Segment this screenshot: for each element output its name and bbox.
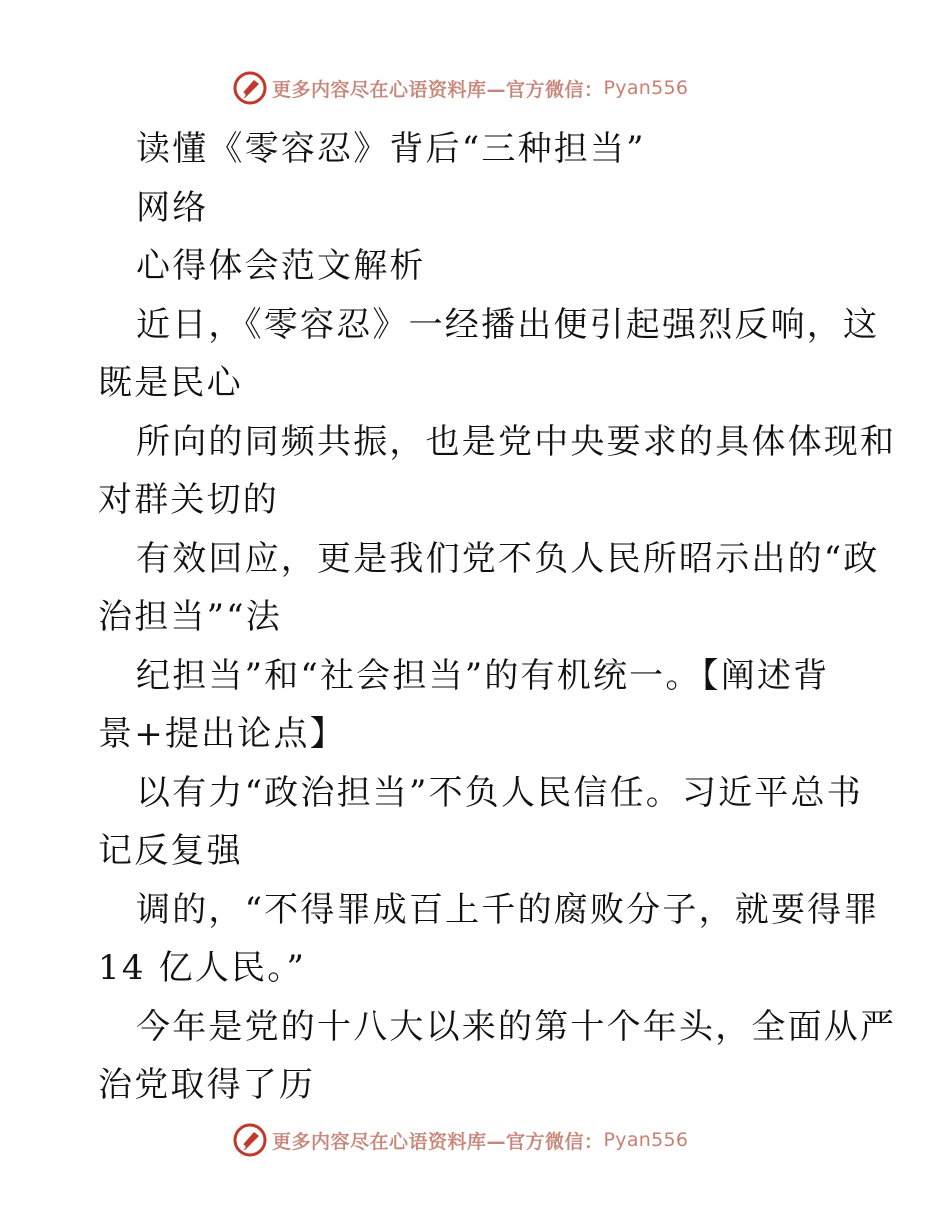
text-line: 既是民心: [98, 363, 243, 403]
pen-nib-circle-icon: [232, 70, 268, 106]
text-line: 近日，《零容忍》一经播出便引起强烈反响，这: [136, 304, 880, 345]
text-line: 以有力“政治担当”不负人民信任。习近平总书: [136, 772, 863, 813]
text-line: 治担当”“法: [98, 597, 282, 637]
text-line: 14 亿人民。”: [98, 948, 307, 988]
text-line: 对群关切的: [98, 480, 279, 520]
pen-nib-circle-icon: [232, 1122, 268, 1158]
watermark-text: 更多内容尽在心语资料库—官方微信：: [272, 78, 604, 101]
text-line: 有效回应，更是我们党不负人民所昭示出的“政: [136, 538, 880, 579]
text-line: 调的，“不得罪成百上千的腐败分子，就要得罪: [136, 889, 880, 930]
watermark-text: 更多内容尽在心语资料库—官方微信：: [272, 1130, 604, 1153]
watermark-wechat-id: Pyan556: [603, 1129, 689, 1151]
text-line: 所向的同频共振，也是党中央要求的具体体现和: [136, 421, 897, 462]
text-line: 今年是党的十八大以来的第十个年头，全面从严: [136, 1006, 897, 1047]
text-line: 纪担当”和“社会担当”的有机统一。【阐述背: [136, 655, 830, 696]
source-line: 网络: [136, 187, 209, 228]
category-line: 心得体会范文解析: [136, 246, 426, 286]
document-body: [98, 120, 897, 1115]
header-watermark: [232, 68, 732, 108]
watermark-wechat-id: Pyan556: [603, 77, 689, 99]
text-line: 景+提出论点】: [98, 714, 346, 754]
title-line: 读懂《零容忍》背后“三种担当”: [136, 129, 646, 169]
text-line: 治党取得了历: [98, 1065, 316, 1105]
text-line: 记反复强: [98, 831, 243, 871]
footer-watermark: [232, 1120, 732, 1160]
